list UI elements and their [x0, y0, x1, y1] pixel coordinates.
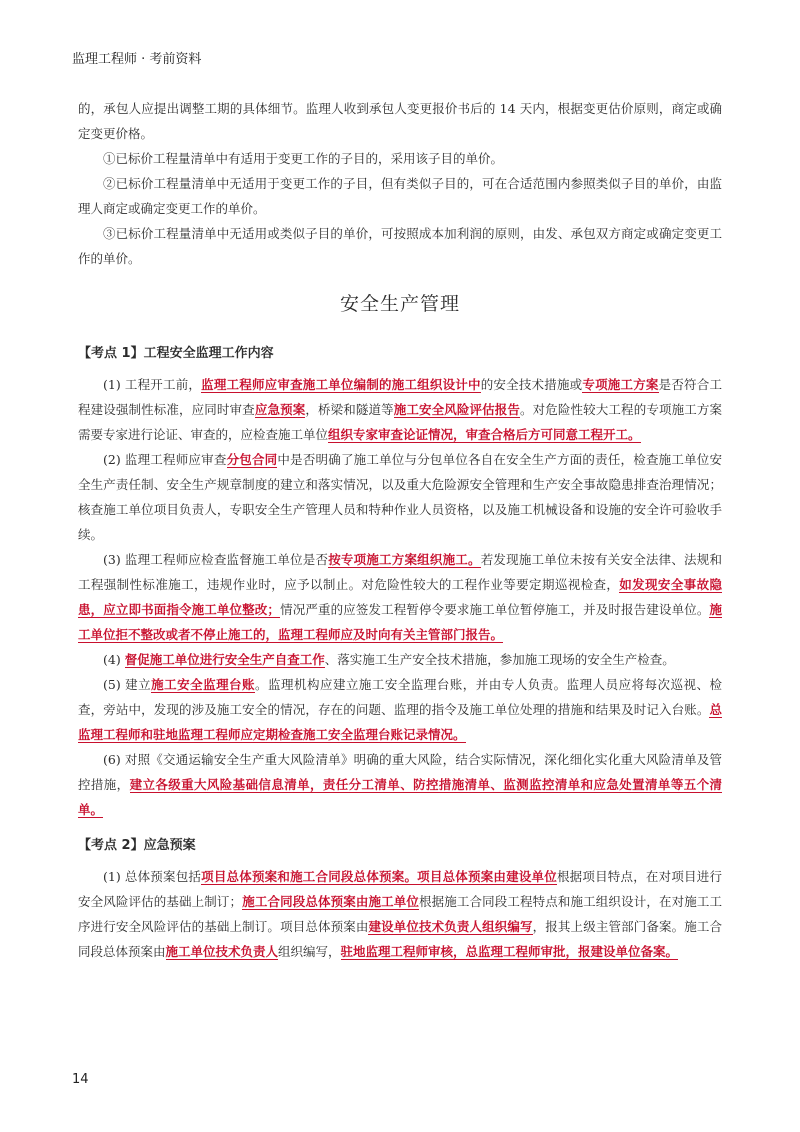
kp1-title: 【考点 1】工程安全监理工作内容 [78, 346, 274, 361]
kp1-item-3 [78, 547, 722, 647]
text: 、落实施工生产安全技术措施，参加施工现场的安全生产检查。 [324, 652, 675, 667]
highlight: 建立各级重大风险基础信息清单，责任分工清单、防控措施清单、监测监控清单和应急处置清单等五个清单。 [78, 777, 722, 817]
kp2-item-1 [78, 864, 722, 964]
text: 若发现施工单位未按有关安全法律、法规和工程强制性标准施工，违规作业时，应予以制止。对危险性较大的工程作业等要定期巡视检查， [78, 552, 722, 592]
text: ，桥梁和隧道等 [305, 402, 394, 417]
text: 中是否明确了施工单位与分包单位各自在安全生产方面的责任，检查施工单位安全生产责任制、安全生产规章制度的建立和落实情况，以及重大危险源安全管理和生产安全事故隐患排查治理情况；核查施工单位项目负责人，专职安全生产管理人员和特种作业人员资格，以及施工机械设备和设施的安全许可验收手续。 [78, 452, 722, 542]
text: (6) 对照《交通运输安全生产重大风险清单》明确的重大风险，结合实际情况，深化细化实化重大风险清单及管控措施， [78, 752, 722, 792]
highlight: 按专项施工方案组织施工。 [328, 552, 481, 567]
kp1-item-4 [78, 647, 722, 672]
highlight: 监理工程师应审查施工单位编制的施工组织设计中 [201, 377, 481, 392]
highlight: 施工合同段总体预案由施工单位 [242, 894, 419, 909]
highlight: 专项施工方案 [582, 377, 659, 392]
highlight: 建设单位技术负责人组织编写 [368, 919, 533, 934]
kp1-item-5 [78, 672, 722, 747]
kp2-title: 【考点 2】应急预案 [78, 838, 196, 853]
page-number: 14 [72, 1072, 89, 1087]
text: (3) 监理工程师应检查监督施工单位是否 [103, 552, 329, 567]
text: 。对危险性较大工程的专项施工方案需要专家进行论证、审查的，应检查施工单位 [78, 402, 722, 442]
highlight: 驻地监理工程师审核，总监理工程师审批，报建设单位备案。 [340, 944, 679, 959]
highlight: 施工单位拒不整改或者不停止施工的，监理工程师应及时向有关主管部门报告。 [78, 602, 722, 642]
text: 根据施工合同段工程特点和施工组织设计，在对施工工序进行安全风险评估的基础上制订。项目总体预案由 [78, 894, 722, 934]
highlight: 组织专家审查论证情况，审查合格后方可同意工程开工。 [328, 427, 641, 442]
highlight: 总监理工程师和驻地监理工程师应定期检查施工安全监理台账记录情况。 [78, 702, 722, 742]
text: 根据项目特点，在对项目进行安全风险评估的基础上制订； [78, 869, 722, 909]
rule-2: ②已标价工程量清单中无适用于变更工作的子目，但有类似子目的，可在合适范围内参照类似子目的单价，由监理人商定或确定变更工作的单价。 [78, 176, 722, 216]
text: (1) 工程开工前， [103, 377, 202, 392]
highlight: 督促施工单位进行安全生产自查工作 [124, 652, 325, 667]
text: 是否符合工程建设强制性标准，应同时审查 [78, 377, 722, 417]
text: (4) [103, 652, 125, 667]
highlight: 施工安全风险评估报告 [393, 402, 521, 417]
text: 情况严重的应签发工程暂停令要求施工单位暂停施工，并及时报告建设单位。 [279, 602, 710, 617]
text: (1) 总体预案包括 [103, 869, 202, 884]
intro-paragraph: 的，承包人应提出调整工期的具体细节。监理人收到承包人变更报价书后的 14 天内，根据变更估价原则，商定或确定变更价格。 [78, 101, 722, 141]
highlight: 项目总体预案和施工合同段总体预案。项目总体预案由建设单位 [201, 869, 557, 884]
text: 组织编写， [278, 944, 341, 959]
rule-3: ③已标价工程量清单中无适用或类似子目的单价，可按照成本加利润的原则，由发、承包双方商定或确定变更工作的单价。 [78, 226, 722, 266]
text: (5) 建立 [103, 677, 152, 692]
text: (2) 监理工程师应审查 [103, 452, 227, 467]
kp1-item-1 [78, 372, 722, 447]
page-header: 监理工程师 · 考前资料 [72, 52, 202, 67]
highlight: 施工安全监理台账 [151, 677, 256, 692]
page-body [78, 96, 722, 964]
text: ，报其上级主管部门备案。施工合同段总体预案由 [78, 919, 722, 959]
highlight: 分包合同 [226, 452, 278, 467]
kp1-item-6 [78, 747, 722, 822]
text: 的安全技术措施或 [480, 377, 583, 392]
highlight: 如发现安全事故隐患，应立即书面指令施工单位整改； [78, 577, 722, 617]
highlight: 应急预案 [254, 402, 306, 417]
rule-1: ①已标价工程量清单中有适用于变更工作的子目的，采用该子目的单价。 [103, 151, 504, 166]
highlight: 施工单位技术负责人 [165, 944, 279, 959]
kp1-item-2 [78, 447, 722, 547]
text: 。监理机构应建立施工安全监理台账，并由专人负责。监理人员应将每次巡视、检查，旁站中，发现的涉及施工安全的情况，存在的问题、监理的指令及施工单位处理的措施和结果及时记入台账。 [78, 677, 722, 717]
section-title: 安全生产管理 [339, 293, 460, 315]
